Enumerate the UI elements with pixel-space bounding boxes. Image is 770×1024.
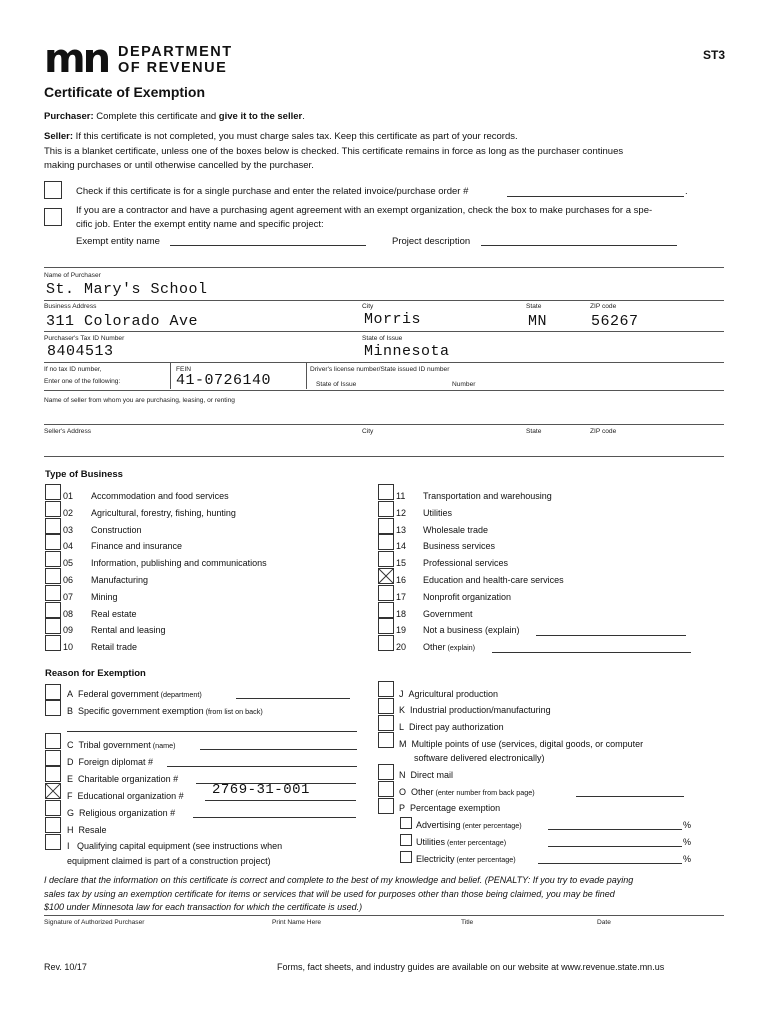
business-label: Wholesale trade (423, 524, 489, 535)
business-09-checkbox[interactable] (45, 618, 61, 634)
reason-g-label: G Religious organization # (67, 808, 176, 818)
business-label: Agricultural, forestry, fishing, hunting (91, 507, 236, 518)
business-11-checkbox[interactable] (378, 484, 394, 500)
logo-line1: DEPARTMENT (118, 44, 233, 60)
seller-address-label: Seller's Address (44, 428, 92, 435)
logo-mark: mn (44, 36, 109, 82)
business-label: Education and health-care services (423, 575, 564, 585)
business-label: Real estate (91, 608, 137, 619)
project-description-line[interactable] (481, 245, 677, 246)
reason-m-checkbox[interactable] (378, 732, 394, 748)
purchaser-name-value[interactable]: St. Mary's School (46, 281, 208, 298)
reason-o-label: O Other (enter number from back page) (399, 787, 535, 797)
page-title: Certificate of Exemption (44, 84, 206, 100)
business-label: Retail trade (91, 642, 138, 653)
percentage-subitem-checkbox[interactable] (400, 851, 412, 863)
revision: Rev. 10/17 (44, 962, 87, 972)
divider (306, 363, 307, 389)
business-20-explain-line[interactable] (492, 652, 691, 653)
business-16-checkbox[interactable] (378, 568, 394, 584)
percentage-subitem-checkbox[interactable] (400, 817, 412, 829)
state-label: State (526, 303, 542, 310)
divider (44, 331, 724, 332)
zip-label: ZIP code (590, 303, 617, 310)
business-05-checkbox[interactable] (45, 551, 61, 567)
dl-number-label: Number (452, 381, 476, 388)
business-code: 16 (396, 575, 407, 585)
fein-label: FEIN (176, 366, 192, 373)
percentage-subitem-line[interactable] (538, 863, 682, 864)
business-code: 04 (63, 541, 74, 552)
reason-k-checkbox[interactable] (378, 698, 394, 714)
reason-o-line[interactable] (576, 796, 684, 797)
reason-d-line[interactable] (167, 766, 357, 767)
reason-f-value[interactable]: 2769-31-001 (212, 782, 310, 798)
business-label: Mining (91, 591, 118, 602)
reason-f-line[interactable] (205, 800, 356, 801)
business-code: 19 (396, 625, 407, 636)
exempt-entity-line[interactable] (170, 245, 366, 246)
business-label: Accommodation and food services (91, 491, 229, 501)
business-20-checkbox[interactable] (378, 635, 394, 651)
business-label: Information, publishing and communications (91, 558, 267, 569)
reason-f-checkbox[interactable] (45, 783, 61, 799)
business-13-checkbox[interactable] (378, 518, 394, 534)
business-12-checkbox[interactable] (378, 501, 394, 517)
reason-p-label: P Percentage exemption (399, 803, 501, 813)
form-id: ST3 (703, 48, 726, 62)
no-tax-id-line2: Enter one of the following: (44, 378, 121, 385)
business-address-value[interactable]: 311 Colorado Ave (46, 313, 199, 330)
signature-line[interactable] (44, 915, 724, 916)
state-of-issue-value[interactable]: Minnesota (364, 343, 450, 360)
business-code: 01 (63, 491, 74, 501)
reason-i-label-line1: I Qualifying capital equipment (see instructions when (67, 841, 283, 851)
reason-l-label: L Direct pay authorization (399, 722, 504, 732)
title-label: Title (461, 919, 474, 926)
reason-f-label: F Educational organization # (67, 791, 184, 801)
business-04-checkbox[interactable] (45, 534, 61, 550)
percent-sign: % (683, 854, 692, 864)
business-18-checkbox[interactable] (378, 602, 394, 618)
reason-a-line[interactable] (236, 698, 350, 699)
reason-c-label: C Tribal government (name) (67, 740, 176, 750)
business-code: 13 (396, 524, 407, 535)
business-label: Government (423, 608, 473, 619)
business-code: 08 (63, 608, 74, 619)
business-code: 11 (396, 491, 406, 501)
business-label: Rental and leasing (91, 625, 166, 636)
business-label: Finance and insurance (91, 541, 183, 552)
reason-g-line[interactable] (193, 817, 356, 818)
business-label: Business services (423, 541, 496, 552)
reason-j-checkbox[interactable] (378, 681, 394, 697)
business-06-checkbox[interactable] (45, 568, 61, 584)
divider (44, 300, 724, 301)
percentage-subitem-line[interactable] (548, 829, 682, 830)
reason-heading: Reason for Exemption (45, 668, 146, 679)
seller-name-line[interactable] (44, 424, 724, 425)
print-name-label: Print Name Here (272, 919, 322, 926)
business-code: 12 (396, 507, 407, 518)
business-code: 20 (396, 642, 407, 653)
seller-zip-label: ZIP code (590, 428, 617, 435)
date-label: Date (597, 919, 611, 926)
purchaser-name-label: Name of Purchaser (44, 272, 101, 279)
seller-name-label: Name of seller from whom you are purchasing, leasing, or renting (44, 397, 235, 404)
reason-c-checkbox[interactable] (45, 733, 61, 749)
contractor-line2: cific job. Enter the exempt entity name and specific project: (76, 219, 324, 230)
business-code: 15 (396, 558, 407, 569)
business-07-checkbox[interactable] (45, 585, 61, 601)
business-label: Nonprofit organization (423, 591, 512, 602)
business-code: 18 (396, 608, 407, 619)
purchaser-instruction: Purchaser: Complete this certificate and give it to the seller. (44, 111, 305, 122)
divider (44, 456, 724, 457)
business-02-checkbox[interactable] (45, 501, 61, 517)
invoice-number-line[interactable] (507, 196, 684, 197)
divider (170, 363, 171, 389)
seller-state-label: State (526, 428, 542, 435)
reason-n-label: N Direct mail (399, 770, 454, 780)
no-tax-id-line1: If no tax ID number, (44, 366, 102, 373)
single-purchase-checkbox[interactable] (44, 181, 62, 199)
business-code: 05 (63, 558, 74, 569)
reason-b-checkbox[interactable] (45, 700, 61, 716)
business-code: 09 (63, 625, 74, 636)
reason-m-label-line1: M Multiple points of use (services, digital goods, or computer (399, 739, 644, 749)
reason-h-checkbox[interactable] (45, 817, 61, 833)
business-17-checkbox[interactable] (378, 585, 394, 601)
percentage-subitem-label: Utilities (enter percentage) (416, 837, 507, 847)
state-of-issue-label: State of Issue (362, 335, 403, 342)
reason-n-checkbox[interactable] (378, 764, 394, 780)
signature-label: Signature of Authorized Purchaser (44, 919, 145, 926)
tax-id-label: Purchaser's Tax ID Number (44, 335, 125, 342)
reason-i-label-line2: equipment claimed is part of a construction project) (67, 856, 271, 866)
business-address-label: Business Address (44, 303, 97, 310)
business-code: 17 (396, 591, 407, 602)
business-19-checkbox[interactable] (378, 618, 394, 634)
tax-id-value[interactable]: 8404513 (47, 343, 114, 360)
business-label: Manufacturing (91, 575, 149, 585)
business-01-checkbox[interactable] (45, 484, 61, 500)
percent-sign: % (683, 820, 692, 830)
blanket-line2: making purchases or until otherwise cancelled by the purchaser. (44, 160, 314, 171)
business-08-checkbox[interactable] (45, 602, 61, 618)
percent-sign: % (683, 837, 692, 847)
reason-d-label: D Foreign diplomat # (67, 757, 154, 767)
declaration-line1: I declare that the information on this certificate is correct and complete to the best of my knowledge and belief. (PENALTY: If you try to evade paying (44, 875, 634, 885)
divider (44, 390, 724, 391)
percentage-subitem-label: Advertising (enter percentage) (416, 820, 522, 830)
reason-m-label-line2: software delivered electronically) (414, 753, 545, 763)
reason-d-checkbox[interactable] (45, 750, 61, 766)
reason-a-label: A Federal government (department) (67, 689, 202, 699)
business-code: 02 (63, 507, 74, 518)
business-03-checkbox[interactable] (45, 518, 61, 534)
declaration-line2: sales tax by using an exemption certificate for items or services that will be used for purposes other than those being claimed, you may be fined (44, 889, 615, 899)
seller-instruction: Seller: If this certificate is not completed, you must charge sales tax. Keep this certificate as part of your records. (44, 131, 518, 142)
business-label: Other (explain) (423, 642, 476, 653)
reason-e-label: E Charitable organization # (67, 774, 179, 784)
reason-l-checkbox[interactable] (378, 715, 394, 731)
business-code: 10 (63, 642, 74, 653)
business-code: 07 (63, 591, 74, 602)
business-label: Construction (91, 524, 142, 535)
business-19-explain-line[interactable] (536, 635, 686, 636)
reason-e-checkbox[interactable] (45, 766, 61, 782)
divider (44, 362, 724, 363)
dl-state-label: State of Issue (316, 381, 357, 388)
single-purchase-end: . (685, 186, 688, 197)
reason-b-label: B Specific government exemption (from list on back) (67, 706, 263, 716)
reason-i-checkbox[interactable] (45, 834, 61, 850)
logo-line2: OF REVENUE (118, 60, 228, 76)
reason-h-label: H Resale (67, 825, 107, 835)
reason-g-checkbox[interactable] (45, 800, 61, 816)
type-of-business-heading: Type of Business (45, 469, 123, 480)
city-value[interactable]: Morris (364, 311, 422, 328)
business-code: 14 (396, 541, 407, 552)
reason-o-checkbox[interactable] (378, 781, 394, 797)
percentage-subitem-line[interactable] (548, 846, 682, 847)
seller-city-label: City (362, 428, 374, 435)
business-14-checkbox[interactable] (378, 534, 394, 550)
contractor-checkbox[interactable] (44, 208, 62, 226)
city-label: City (362, 303, 374, 310)
footer-note: Forms, fact sheets, and industry guides are available on our website at www.revenue.state.mn.us (277, 962, 665, 972)
reason-b-line[interactable] (67, 731, 357, 732)
divider (44, 267, 724, 268)
percentage-subitem-checkbox[interactable] (400, 834, 412, 846)
drivers-license-label: Driver's license number/State issued ID number (310, 366, 450, 373)
blanket-line1: This is a blanket certificate, unless one of the boxes below is checked. This certificate remains in force as long as the purchaser continues (44, 146, 624, 157)
reason-k-label: K Industrial production/manufacturing (399, 705, 551, 715)
contractor-line1: If you are a contractor and have a purchasing agent agreement with an exempt organization, check the box to make purchases for a spe- (76, 205, 653, 216)
percentage-subitem-label: Electricity (enter percentage) (416, 854, 516, 864)
business-label: Not a business (explain) (423, 625, 520, 636)
reason-j-label: J Agricultural production (399, 689, 499, 699)
fein-value[interactable]: 41-0726140 (176, 372, 272, 389)
state-value[interactable]: MN (528, 313, 548, 330)
exempt-entity-label: Exempt entity name (76, 236, 160, 247)
project-description-label: Project description (392, 236, 471, 247)
single-purchase-label: Check if this certificate is for a single purchase and enter the related invoice/purchase order # (76, 186, 469, 197)
business-code: 03 (63, 524, 74, 535)
business-label: Transportation and warehousing (423, 491, 552, 501)
business-15-checkbox[interactable] (378, 551, 394, 567)
reason-p-checkbox[interactable] (378, 798, 394, 814)
business-label: Utilities (423, 507, 453, 518)
business-code: 06 (63, 575, 74, 585)
reason-c-line[interactable] (200, 749, 357, 750)
declaration-line3: $100 under Minnesota law for each transaction for which the certificate is used.) (44, 902, 363, 912)
business-10-checkbox[interactable] (45, 635, 61, 651)
reason-a-checkbox[interactable] (45, 684, 61, 700)
zip-value[interactable]: 56267 (591, 313, 639, 330)
business-label: Professional services (423, 558, 509, 569)
